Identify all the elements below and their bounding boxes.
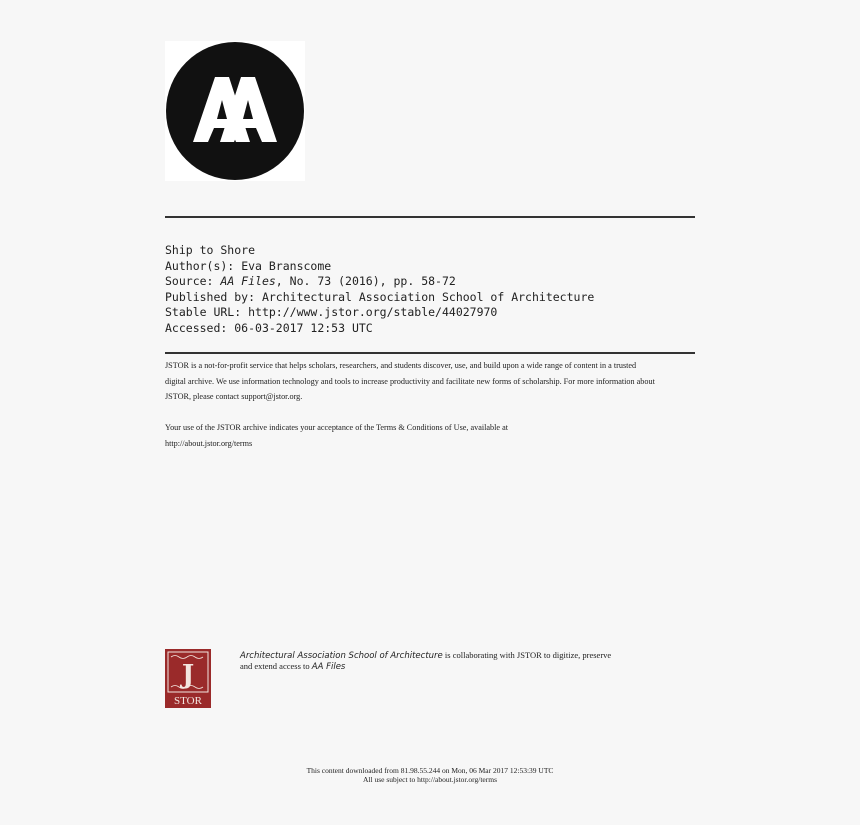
aa-logo [165,41,305,181]
authors: Eva Branscome [241,258,332,273]
collab-journal: AA Files [311,662,346,672]
jstor-logo-icon [165,649,211,708]
middle-rule [165,352,695,354]
citation-block [165,243,594,337]
aa-logo-icon [165,41,305,181]
accessed-date: 06-03-2017 12:53 UTC [234,320,373,335]
accessed-line: Accessed: 06-03-2017 12:53 UTC [165,320,373,335]
article-title: Ship to Shore [165,243,256,257]
collab-org: Architectural Association School of Architecture [240,651,443,661]
publisher-line: Published by: Architectural Association School of Architecture [165,289,595,304]
jstor-logo-word: STOR [174,695,202,707]
download-footer [0,767,860,784]
jstor-info-paragraph: JSTOR is a not-for-profit service that helps scholars, researchers, and students discover, use, and build upon a wide range of content in a trusted digital archive. We use information technology and tools to increase productivity and facilitate new forms of scholarship. For more information about JSTOR, please contact support@jstor.org. [165,361,655,402]
footer-terms-line: All use subject to http://about.jstor.org/terms [362,774,498,784]
jstor-logo [165,649,211,708]
top-rule [165,216,695,218]
collaboration-text: Architectural Association School of Architecture is collaborating with JSTOR to digitize, preserve and extend access to AA Files [240,650,612,672]
publisher: Architectural Association School of Architecture [261,289,595,304]
stable-url-link[interactable]: http://www.jstor.org/stable/44027970 [248,305,498,320]
jstor-logo-letter: J [181,660,195,690]
footer-download-line: This content downloaded from 81.98.55.244 on Mon, 06 Mar 2017 12:53:39 UTC [306,766,554,775]
terms-link[interactable]: http://about.jstor.org/terms [165,438,253,448]
source-line: Source: AA Files, No. 73 (2016), pp. 58-72 [165,274,456,289]
journal-name: AA Files [220,274,276,289]
stable-url-line: Stable URL: http://www.jstor.org/stable/44027970 [165,305,498,320]
authors-line: Author(s): Eva Branscome [165,258,332,273]
terms-paragraph: Your use of the JSTOR archive indicates your acceptance of the Terms & Conditions of Use, available at http://about.jstor.org/terms [165,420,695,451]
